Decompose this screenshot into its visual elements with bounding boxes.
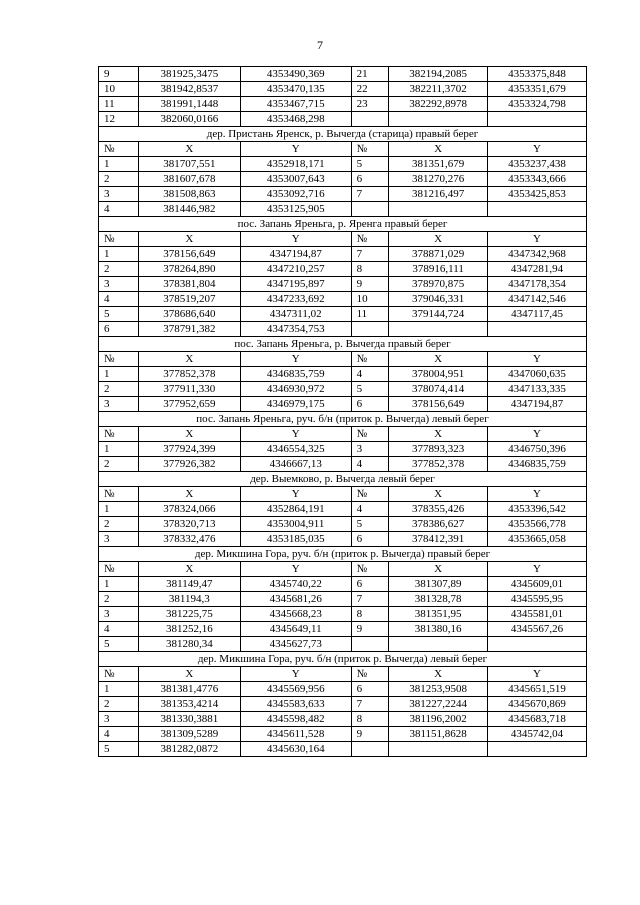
table-cell: 4345683,718 (488, 712, 587, 727)
table-cell: 381309,5289 (138, 727, 240, 742)
table-cell (389, 322, 488, 337)
table-cell: 4353467,715 (240, 97, 351, 112)
table-row (99, 97, 587, 112)
column-header-x: X (389, 427, 488, 442)
table-cell: 4352864,191 (240, 502, 351, 517)
table-cell: 4347354,753 (240, 322, 351, 337)
table-cell: 4346554,325 (240, 442, 351, 457)
table-cell: 2 (99, 592, 139, 607)
column-header-x: X (138, 667, 240, 682)
table-cell: 2 (99, 262, 139, 277)
table-cell: 4353004,911 (240, 517, 351, 532)
table-cell: 11 (351, 307, 389, 322)
section-title: пос. Запань Яреньга, р. Вычегда правый берег (99, 337, 587, 352)
table-cell: 4353375,848 (488, 67, 587, 82)
table-cell: 4345649,11 (240, 622, 351, 637)
column-header-x: X (138, 562, 240, 577)
table-cell (351, 637, 389, 652)
section-title-row (99, 127, 587, 142)
table-cell: 4345681,26 (240, 592, 351, 607)
table-cell: 5 (351, 382, 389, 397)
table-row (99, 442, 587, 457)
table-cell: 378004,951 (389, 367, 488, 382)
table-cell: 381991,1448 (138, 97, 240, 112)
table-row (99, 457, 587, 472)
table-cell: 3 (351, 442, 389, 457)
column-header-y: Y (488, 487, 587, 502)
table-cell: 382292,8978 (389, 97, 488, 112)
table-cell: 381194,3 (138, 592, 240, 607)
table-row (99, 367, 587, 382)
table-row (99, 502, 587, 517)
column-header-num: № (351, 142, 389, 157)
table-cell: 378791,382 (138, 322, 240, 337)
table-cell: 10 (351, 292, 389, 307)
table-cell: 381381,4776 (138, 682, 240, 697)
table-cell: 4346979,175 (240, 397, 351, 412)
table-row (99, 397, 587, 412)
table-cell: 6 (99, 322, 139, 337)
table-cell: 4353470,135 (240, 82, 351, 97)
column-header-num: № (351, 667, 389, 682)
table-cell: 381253,9508 (389, 682, 488, 697)
table-cell: 382194,2085 (389, 67, 488, 82)
table-cell: 4345651,519 (488, 682, 587, 697)
table-cell: 9 (351, 727, 389, 742)
table-cell: 4353237,438 (488, 157, 587, 172)
table-row (99, 172, 587, 187)
table-cell (488, 637, 587, 652)
table-cell (389, 112, 488, 127)
table-row (99, 742, 587, 757)
table-cell: 4345569,956 (240, 682, 351, 697)
table-cell: 4345595,95 (488, 592, 587, 607)
table-cell: 4353490,369 (240, 67, 351, 82)
section-title-row (99, 337, 587, 352)
table-cell: 4345740,22 (240, 577, 351, 592)
section-title-row (99, 472, 587, 487)
table-cell: 378916,111 (389, 262, 488, 277)
table-cell: 5 (351, 157, 389, 172)
table-cell (389, 202, 488, 217)
table-cell: 1 (99, 502, 139, 517)
table-cell: 7 (351, 187, 389, 202)
column-header-num: № (99, 232, 139, 247)
column-header-num: № (99, 352, 139, 367)
table-cell (488, 112, 587, 127)
section-title-row (99, 217, 587, 232)
column-header-row (99, 352, 587, 367)
table-cell: 6 (351, 682, 389, 697)
table-cell: 4347194,87 (488, 397, 587, 412)
table-row (99, 592, 587, 607)
table-cell: 4347281,94 (488, 262, 587, 277)
table-row (99, 622, 587, 637)
table-cell: 381508,863 (138, 187, 240, 202)
table-cell (488, 742, 587, 757)
table-cell: 5 (351, 517, 389, 532)
section-title-row (99, 412, 587, 427)
table-cell (488, 202, 587, 217)
table-cell: 381607,678 (138, 172, 240, 187)
table-cell (488, 322, 587, 337)
table-cell: 378324,066 (138, 502, 240, 517)
column-header-x: X (389, 562, 488, 577)
table-cell: 381330,3881 (138, 712, 240, 727)
column-header-y: Y (488, 427, 587, 442)
table-cell: 378519,207 (138, 292, 240, 307)
table-cell: 4347060,635 (488, 367, 587, 382)
column-header-y: Y (240, 142, 351, 157)
column-header-x: X (138, 142, 240, 157)
table-row (99, 382, 587, 397)
table-cell: 4345742,04 (488, 727, 587, 742)
table-cell: 379144,724 (389, 307, 488, 322)
table-cell: 1 (99, 442, 139, 457)
table-cell: 5 (99, 637, 139, 652)
table-row (99, 67, 587, 82)
column-header-num: № (351, 562, 389, 577)
table-cell (351, 742, 389, 757)
column-header-row (99, 487, 587, 502)
table-cell: 378264,890 (138, 262, 240, 277)
column-header-row (99, 667, 587, 682)
table-row (99, 82, 587, 97)
column-header-num: № (351, 487, 389, 502)
table-cell: 378381,804 (138, 277, 240, 292)
table-cell: 378386,627 (389, 517, 488, 532)
table-cell: 381282,0872 (138, 742, 240, 757)
table-cell: 4353125,905 (240, 202, 351, 217)
column-header-y: Y (240, 562, 351, 577)
table-cell: 381307,89 (389, 577, 488, 592)
table-cell: 4 (99, 292, 139, 307)
table-cell: 22 (351, 82, 389, 97)
table-cell: 378686,640 (138, 307, 240, 322)
table-cell: 377926,382 (138, 457, 240, 472)
table-cell: 4347133,335 (488, 382, 587, 397)
table-cell: 381280,34 (138, 637, 240, 652)
table-cell: 6 (351, 577, 389, 592)
table-cell: 4347194,87 (240, 247, 351, 262)
table-cell: 377852,378 (138, 367, 240, 382)
table-cell: 10 (99, 82, 139, 97)
column-header-x: X (389, 487, 488, 502)
column-header-y: Y (240, 487, 351, 502)
column-header-y: Y (488, 562, 587, 577)
table-cell: 2 (99, 172, 139, 187)
table-cell: 381196,2002 (389, 712, 488, 727)
table-cell: 4347178,354 (488, 277, 587, 292)
table-cell: 377893,323 (389, 442, 488, 457)
table-cell: 1 (99, 157, 139, 172)
table-cell: 4347210,257 (240, 262, 351, 277)
column-header-y: Y (240, 352, 351, 367)
table-cell: 1 (99, 247, 139, 262)
table-row (99, 262, 587, 277)
table-row (99, 607, 587, 622)
table-cell: 378970,875 (389, 277, 488, 292)
table-cell: 378871,029 (389, 247, 488, 262)
table-cell: 378332,476 (138, 532, 240, 547)
table-cell: 381353,4214 (138, 697, 240, 712)
column-header-x: X (389, 352, 488, 367)
table-cell: 9 (99, 67, 139, 82)
column-header-num: № (99, 427, 139, 442)
table-cell (351, 112, 389, 127)
table-cell: 7 (351, 697, 389, 712)
section-title: пос. Запань Яреньга, р. Яренга правый берег (99, 217, 587, 232)
table-cell: 1 (99, 367, 139, 382)
column-header-num: № (351, 427, 389, 442)
table-cell: 4353665,058 (488, 532, 587, 547)
table-cell: 381225,75 (138, 607, 240, 622)
column-header-x: X (389, 232, 488, 247)
table-cell: 4347195,897 (240, 277, 351, 292)
table-row (99, 157, 587, 172)
table-cell: 4347342,968 (488, 247, 587, 262)
column-header-row (99, 562, 587, 577)
table-cell: 9 (351, 622, 389, 637)
table-cell: 379046,331 (389, 292, 488, 307)
section-title-row (99, 652, 587, 667)
column-header-row (99, 232, 587, 247)
column-header-num: № (351, 232, 389, 247)
table-row (99, 322, 587, 337)
table-cell: 4347142,546 (488, 292, 587, 307)
table-cell: 6 (351, 532, 389, 547)
table-cell: 381446,982 (138, 202, 240, 217)
column-header-x: X (138, 352, 240, 367)
column-header-x: X (138, 427, 240, 442)
table-cell: 4353324,798 (488, 97, 587, 112)
table-cell: 4353396,542 (488, 502, 587, 517)
column-header-num: № (99, 487, 139, 502)
table-row (99, 712, 587, 727)
table-cell: 378156,649 (138, 247, 240, 262)
column-header-x: X (138, 487, 240, 502)
table-cell: 4353343,666 (488, 172, 587, 187)
column-header-y: Y (240, 427, 351, 442)
table-cell: 4345630,164 (240, 742, 351, 757)
table-cell: 3 (99, 712, 139, 727)
table-cell: 2 (99, 697, 139, 712)
column-header-y: Y (488, 142, 587, 157)
table-cell: 3 (99, 397, 139, 412)
table-cell: 382060,0166 (138, 112, 240, 127)
table-cell: 377852,378 (389, 457, 488, 472)
column-header-x: X (138, 232, 240, 247)
table-row (99, 577, 587, 592)
table-cell: 4346930,972 (240, 382, 351, 397)
table-cell (389, 742, 488, 757)
table-cell: 23 (351, 97, 389, 112)
table-row (99, 697, 587, 712)
table-cell: 4 (351, 367, 389, 382)
section-title: пос. Запань Яреньга, руч. б/н (приток р. Вычегда) левый берег (99, 412, 587, 427)
table-cell (351, 322, 389, 337)
table-row (99, 277, 587, 292)
table-cell: 5 (99, 307, 139, 322)
table-cell: 2 (99, 457, 139, 472)
table-cell: 381707,551 (138, 157, 240, 172)
table-cell: 2 (99, 382, 139, 397)
table-cell: 381216,497 (389, 187, 488, 202)
table-cell: 4346750,396 (488, 442, 587, 457)
table-cell: 2 (99, 517, 139, 532)
table-cell: 381227,2244 (389, 697, 488, 712)
table-cell: 4 (99, 202, 139, 217)
table-cell (351, 202, 389, 217)
table-cell: 4353468,298 (240, 112, 351, 127)
table-cell: 4353425,853 (488, 187, 587, 202)
table-cell: 381252,16 (138, 622, 240, 637)
table-cell: 3 (99, 607, 139, 622)
table-cell: 8 (351, 712, 389, 727)
table-row (99, 187, 587, 202)
table-cell: 6 (351, 172, 389, 187)
table-cell: 378320,713 (138, 517, 240, 532)
table-cell: 4 (99, 622, 139, 637)
page-number: 7 (317, 38, 323, 52)
section-title: дер. Микшина Гора, руч. б/н (приток р. Вычегда) правый берег (99, 547, 587, 562)
table-cell: 4352918,171 (240, 157, 351, 172)
table-cell: 4345581,01 (488, 607, 587, 622)
column-header-x: X (389, 142, 488, 157)
table-cell: 3 (99, 277, 139, 292)
table-cell: 4345668,23 (240, 607, 351, 622)
table-cell: 4353566,778 (488, 517, 587, 532)
table-cell: 21 (351, 67, 389, 82)
table-cell: 4 (351, 502, 389, 517)
column-header-row (99, 427, 587, 442)
table-cell: 4353185,035 (240, 532, 351, 547)
table-cell: 7 (351, 247, 389, 262)
table-row (99, 202, 587, 217)
table-cell: 381351,679 (389, 157, 488, 172)
table-cell: 4347233,692 (240, 292, 351, 307)
table-cell: 8 (351, 607, 389, 622)
table-row (99, 682, 587, 697)
table-cell: 1 (99, 577, 139, 592)
table-cell: 382211,3702 (389, 82, 488, 97)
table-row (99, 727, 587, 742)
table-cell: 4345670,869 (488, 697, 587, 712)
table-cell: 378355,426 (389, 502, 488, 517)
table-cell: 381151,8628 (389, 727, 488, 742)
column-header-y: Y (240, 667, 351, 682)
table-cell: 378412,391 (389, 532, 488, 547)
table-cell: 381351,95 (389, 607, 488, 622)
table-cell: 12 (99, 112, 139, 127)
table-cell: 381328,78 (389, 592, 488, 607)
table-cell: 381380,16 (389, 622, 488, 637)
table-cell: 4353007,643 (240, 172, 351, 187)
table-cell: 4346835,759 (488, 457, 587, 472)
column-header-y: Y (488, 667, 587, 682)
table-cell (389, 637, 488, 652)
table-cell: 4345609,01 (488, 577, 587, 592)
table-cell: 4347117,45 (488, 307, 587, 322)
table-cell: 377911,330 (138, 382, 240, 397)
table-cell: 381149,47 (138, 577, 240, 592)
section-title: дер. Пристань Яренск, р. Вычегда (старица) правый берег (99, 127, 587, 142)
column-header-row (99, 142, 587, 157)
table-cell: 378074,414 (389, 382, 488, 397)
table-cell: 381942,8537 (138, 82, 240, 97)
table-cell: 4345627,73 (240, 637, 351, 652)
table-cell: 3 (99, 187, 139, 202)
table-cell: 7 (351, 592, 389, 607)
column-header-y: Y (240, 232, 351, 247)
table-cell: 4347311,02 (240, 307, 351, 322)
column-header-y: Y (488, 352, 587, 367)
section-title: дер. Выемково, р. Вычегда левый берег (99, 472, 587, 487)
column-header-num: № (99, 562, 139, 577)
table-row (99, 247, 587, 262)
table-cell: 378156,649 (389, 397, 488, 412)
table-row (99, 112, 587, 127)
column-header-x: X (389, 667, 488, 682)
table-cell: 4353092,716 (240, 187, 351, 202)
section-title-row (99, 547, 587, 562)
table-row (99, 637, 587, 652)
table-cell: 381925,3475 (138, 67, 240, 82)
table-cell: 4 (351, 457, 389, 472)
table-row (99, 532, 587, 547)
coordinates-table (98, 66, 587, 757)
section-title: дер. Микшина Гора, руч. б/н (приток р. Вычегда) левый берег (99, 652, 587, 667)
column-header-num: № (99, 142, 139, 157)
table-cell: 1 (99, 682, 139, 697)
table-cell: 9 (351, 277, 389, 292)
table-cell: 4353351,679 (488, 82, 587, 97)
table-cell: 6 (351, 397, 389, 412)
table-row (99, 517, 587, 532)
table-cell: 4346667,13 (240, 457, 351, 472)
table-cell: 377924,399 (138, 442, 240, 457)
table-row (99, 292, 587, 307)
table-cell: 4345598,482 (240, 712, 351, 727)
table-cell: 4 (99, 727, 139, 742)
table-cell: 3 (99, 532, 139, 547)
table-cell: 381270,276 (389, 172, 488, 187)
table-cell: 4345583,633 (240, 697, 351, 712)
column-header-num: № (99, 667, 139, 682)
table-cell: 377952,659 (138, 397, 240, 412)
table-cell: 5 (99, 742, 139, 757)
table-cell: 4346835,759 (240, 367, 351, 382)
table-row (99, 307, 587, 322)
table-cell: 4345567,26 (488, 622, 587, 637)
table-cell: 4345611,528 (240, 727, 351, 742)
table-cell: 8 (351, 262, 389, 277)
table-cell: 11 (99, 97, 139, 112)
column-header-num: № (351, 352, 389, 367)
column-header-y: Y (488, 232, 587, 247)
